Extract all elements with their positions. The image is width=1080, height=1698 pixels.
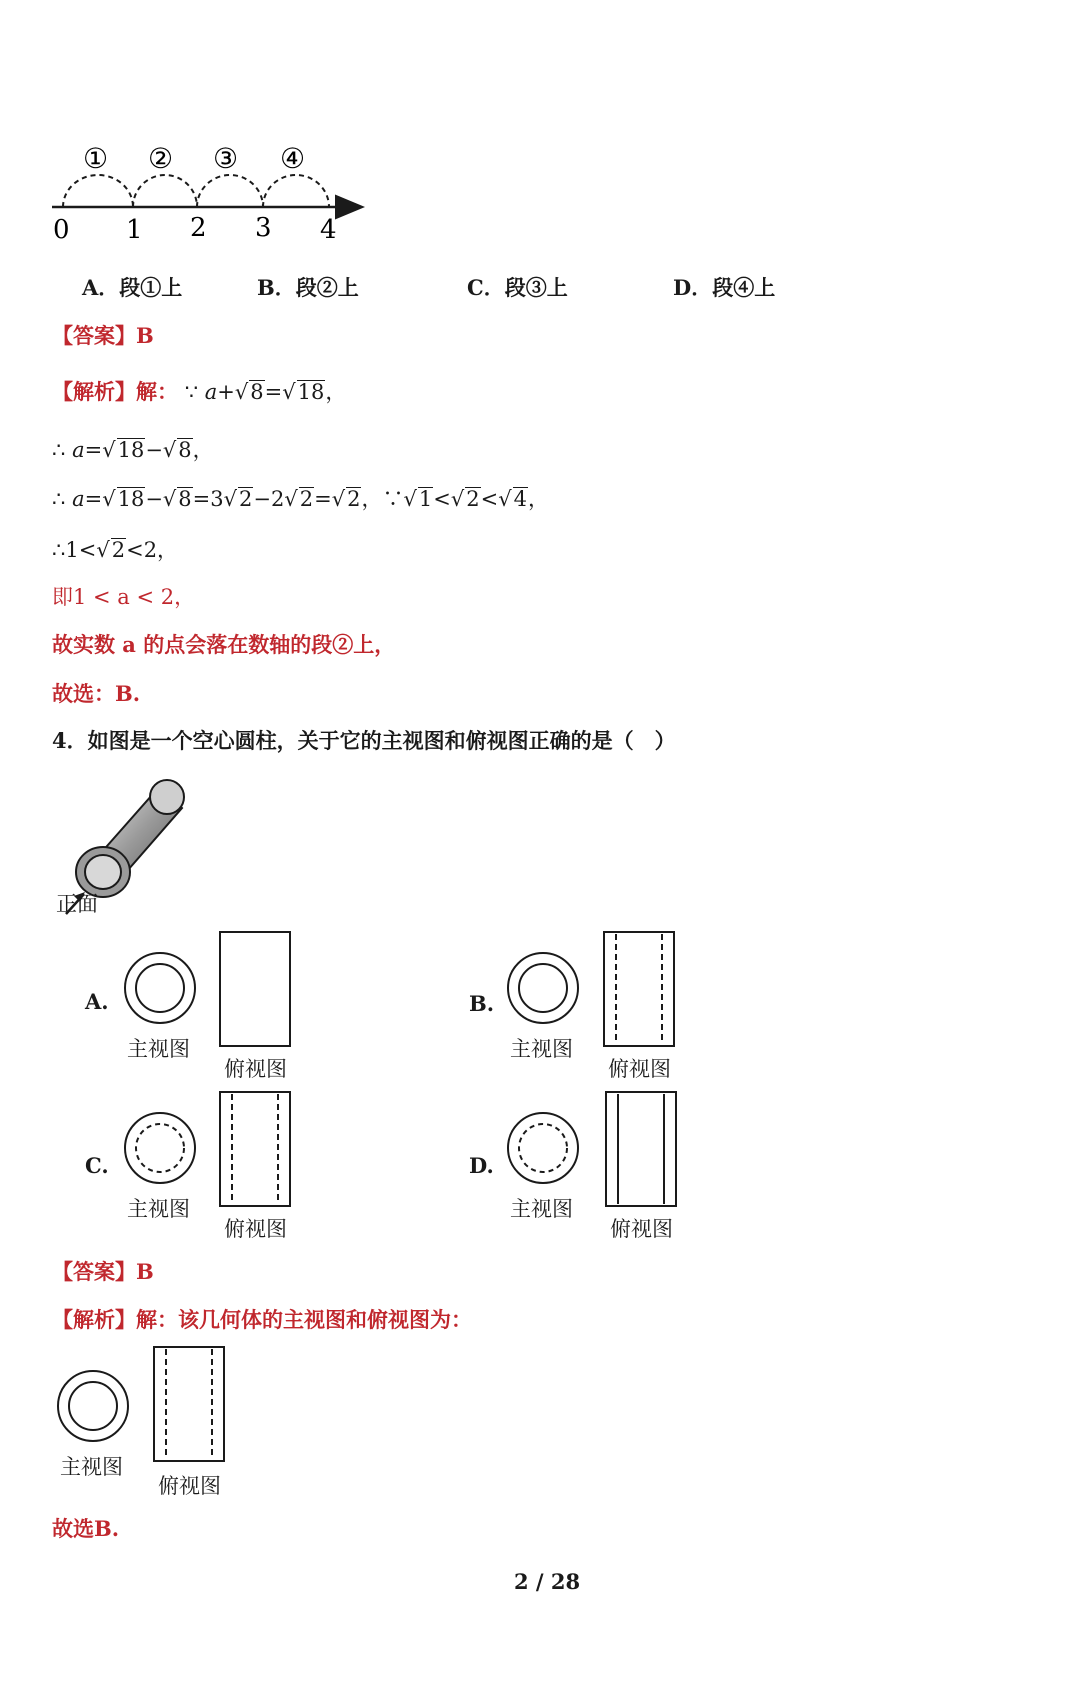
- option-a-main-view: [122, 950, 202, 1028]
- segment-arc-2: [133, 175, 197, 207]
- option-a-top-view: [218, 930, 298, 1052]
- option-c: C．段③上: [467, 275, 568, 300]
- option-c-letter: C.: [85, 1153, 109, 1178]
- segment-arc-1: [63, 175, 133, 207]
- analysis-line-5: 即1 < a < 2，: [52, 585, 196, 609]
- answer-value: B: [136, 323, 154, 348]
- solution-top-view: [152, 1345, 232, 1467]
- main-view-label: 主视图: [510, 1037, 573, 1061]
- analysis-line-4: ∴1<√2<2，: [52, 538, 179, 562]
- answer-value: B: [136, 1259, 154, 1284]
- answer-tag: 【答案】: [52, 1259, 136, 1284]
- tick-label: 1: [126, 215, 143, 245]
- analysis-line-2: ∴ a=√18−√8，: [52, 438, 214, 462]
- tick-label: 3: [255, 213, 272, 243]
- option-a: A．段①上: [82, 275, 183, 300]
- tick-label: 2: [190, 213, 207, 243]
- segment-label: ③: [213, 142, 239, 175]
- main-view-label: 主视图: [510, 1197, 573, 1221]
- page-number: 2 / 28: [514, 1569, 581, 1594]
- top-view-label: 俯视图: [608, 1057, 671, 1081]
- top-view-label: 俯视图: [224, 1057, 287, 1081]
- option-d-main-view: [505, 1110, 585, 1188]
- option-b-top-view: [602, 930, 682, 1052]
- therefore-symbol: ∴: [52, 538, 66, 562]
- analysis-text: 解：该几何体的主视图和俯视图为：: [136, 1307, 472, 1332]
- option-b-main-view: [505, 950, 585, 1028]
- top-view-label: 俯视图: [158, 1474, 221, 1498]
- main-view-label: 主视图: [127, 1037, 190, 1061]
- answer-tag: 【答案】: [52, 323, 136, 348]
- because-symbol: ∵: [184, 380, 199, 404]
- option-c-top-view: [218, 1090, 298, 1212]
- q4-analysis-line: [52, 1306, 472, 1334]
- analysis-line-7: 故选：B.: [52, 681, 141, 706]
- tick-label: 4: [320, 215, 337, 245]
- top-view-label: 俯视图: [610, 1217, 673, 1241]
- q4-answer-line: [52, 1258, 154, 1286]
- front-label: 正面: [56, 892, 98, 916]
- option-a-letter: A.: [85, 989, 109, 1014]
- main-view-label: 主视图: [60, 1455, 123, 1479]
- option-d-letter: D.: [469, 1153, 494, 1178]
- option-b-letter: B.: [469, 991, 495, 1016]
- analysis-line-1: 【解析】解： ∵ a+√8=√18，: [52, 379, 347, 404]
- analysis-intro: 解：: [136, 379, 178, 404]
- segment-label: ②: [148, 142, 174, 175]
- top-view-label: 俯视图: [224, 1217, 287, 1241]
- tick-label: 0: [53, 215, 70, 245]
- option-c-main-view: [122, 1110, 202, 1188]
- therefore-symbol: ∴: [52, 487, 66, 511]
- option-d-top-view: [604, 1090, 684, 1212]
- answer-line: [52, 322, 154, 350]
- analysis-tag: 【解析】: [52, 1307, 136, 1332]
- segment-arc-4: [263, 175, 329, 207]
- analysis-line-6: 故实数 a 的点会落在数轴的段②上，: [52, 632, 396, 657]
- segment-arc-3: [197, 175, 263, 207]
- segment-label: ①: [83, 142, 109, 175]
- q4-conclusion: 故选B.: [52, 1516, 120, 1541]
- question-4-stem: 4．如图是一个空心圆柱，关于它的主视图和俯视图正确的是（ ）: [52, 728, 676, 753]
- option-b: B．段②上: [257, 275, 359, 300]
- solution-main-view: [55, 1368, 135, 1446]
- option-d: D．段④上: [673, 275, 776, 300]
- number-line-figure: [50, 140, 380, 250]
- segment-label: ④: [280, 142, 306, 175]
- analysis-tag: 【解析】: [52, 379, 136, 404]
- main-view-label: 主视图: [127, 1197, 190, 1221]
- therefore-symbol: ∴: [52, 438, 66, 462]
- analysis-line-3: ∴ a=√18−√8=3√2−2√2=√2，∵√1<√2<√4，: [52, 487, 549, 511]
